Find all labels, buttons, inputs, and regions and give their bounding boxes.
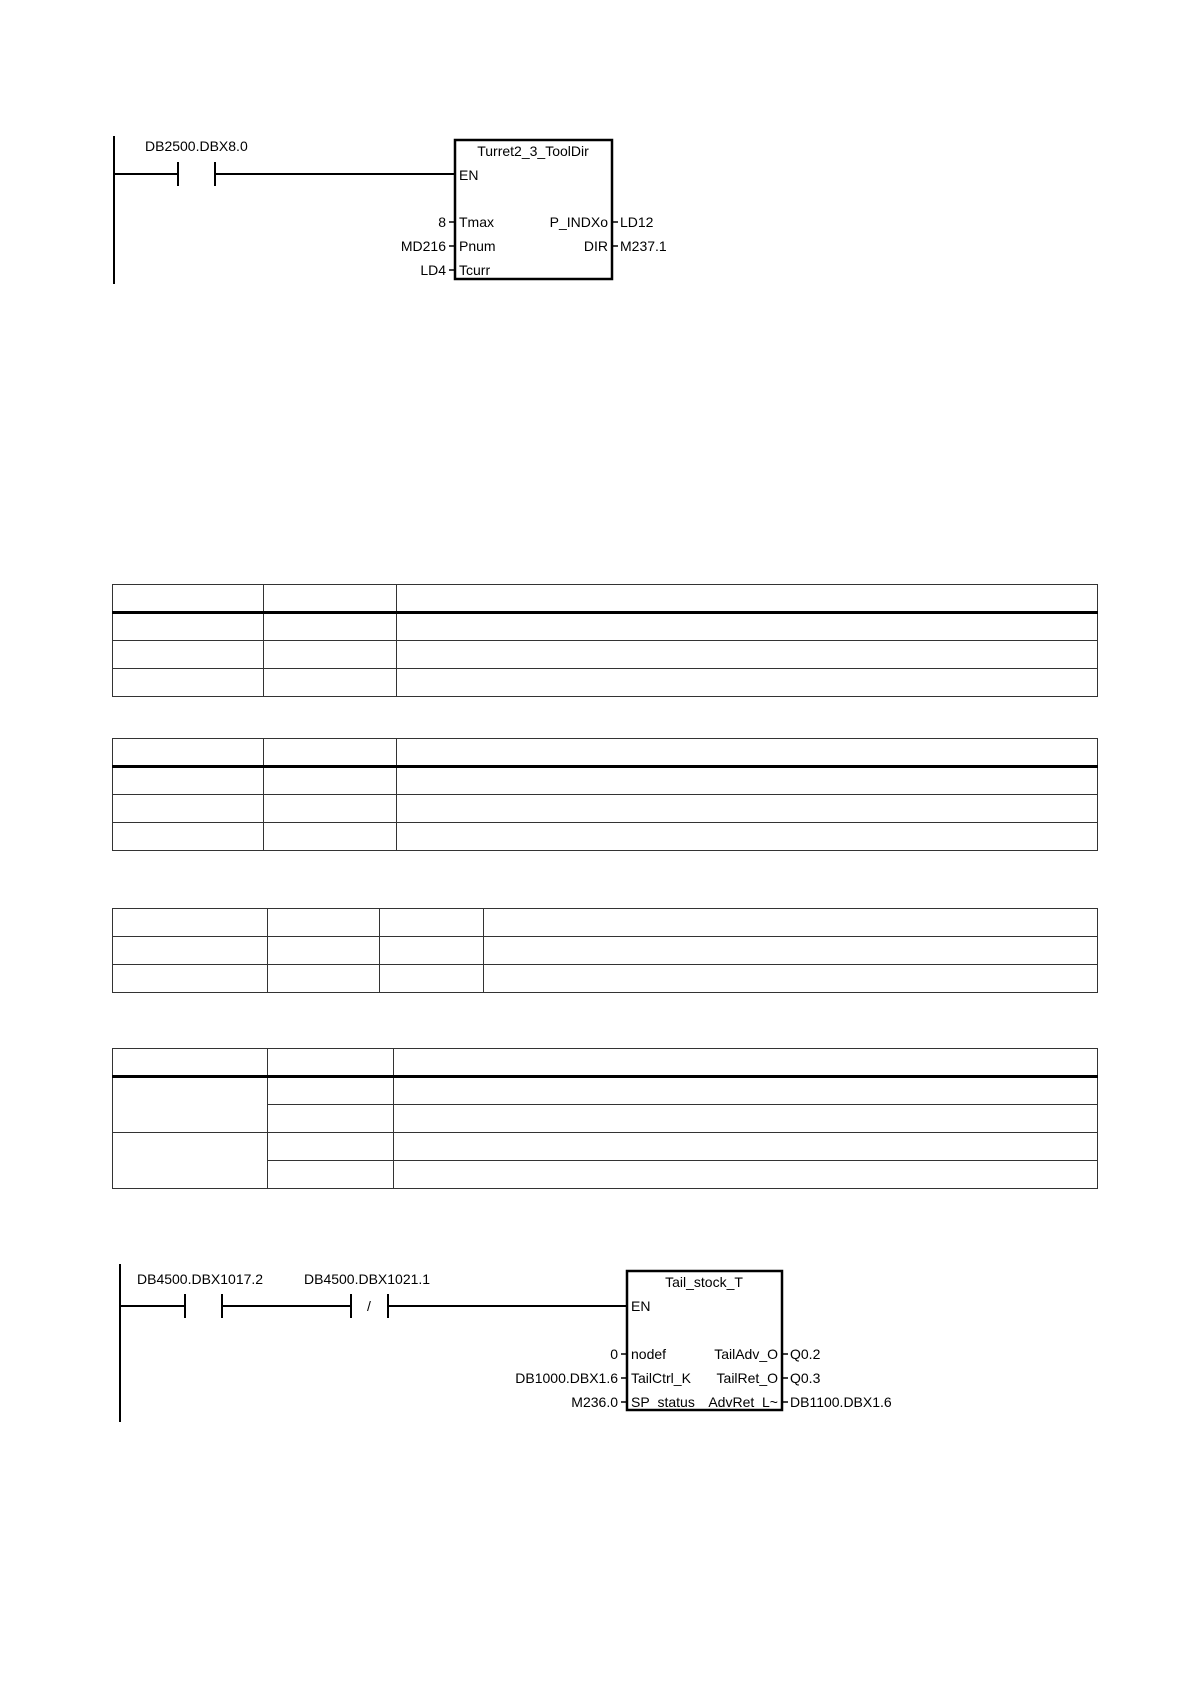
input-value: MD216 [400, 238, 446, 254]
table-row [113, 937, 1098, 965]
input-value: 8 [438, 214, 446, 230]
input-pin: SP_status [631, 1394, 695, 1410]
en-pin: EN [631, 1298, 651, 1314]
table-row [113, 641, 1098, 669]
input-pin: Tcurr [459, 262, 491, 278]
input-pin: Tmax [459, 214, 494, 230]
input-value: 0 [610, 1346, 618, 1362]
table-row [113, 909, 1098, 937]
input-value: DB1000.DBX1.6 [515, 1370, 618, 1386]
en-pin: EN [459, 167, 479, 183]
input-pin: nodef [631, 1346, 667, 1362]
output-value: M237.1 [620, 238, 667, 254]
input-value: M236.0 [571, 1394, 618, 1410]
table-row [113, 767, 1098, 795]
ladder-rung-2 [0, 1250, 1191, 1470]
table-row [113, 1077, 1098, 1105]
table-2 [112, 738, 1098, 851]
output-value: Q0.2 [790, 1346, 821, 1362]
output-pin: TailAdv_O [714, 1346, 778, 1362]
contact-label: DB4500.DBX1017.2 [137, 1271, 264, 1287]
table-row [113, 1133, 1098, 1161]
ladder-rung-1 [0, 120, 1191, 420]
table-row [113, 965, 1098, 993]
table-header-row [113, 739, 1098, 767]
table-row [113, 613, 1098, 641]
table-header-row [113, 585, 1098, 613]
negated-contact-symbol: / [367, 1298, 371, 1314]
table-row [113, 795, 1098, 823]
output-pin: AdvRet_L~ [708, 1394, 778, 1410]
output-value: Q0.3 [790, 1370, 821, 1386]
input-value: LD4 [420, 262, 446, 278]
input-pin: Pnum [459, 238, 496, 254]
output-value: DB1100.DBX1.6 [790, 1394, 892, 1410]
output-pin: TailRet_O [716, 1370, 778, 1386]
table-row [113, 823, 1098, 851]
output-pin: P_INDXo [549, 214, 608, 230]
table-3 [112, 908, 1098, 993]
block-title: Tail_stock_T [665, 1274, 743, 1290]
output-value: LD12 [620, 214, 654, 230]
table-4 [112, 1048, 1098, 1189]
table-row [113, 669, 1098, 697]
output-pin: DIR [583, 238, 608, 254]
table-header-row [113, 1049, 1098, 1077]
contact-label: DB4500.DBX1021.1 [304, 1271, 431, 1287]
input-pin: TailCtrl_K [631, 1370, 691, 1386]
contact-label: DB2500.DBX8.0 [145, 138, 248, 154]
function-block[interactable] [455, 140, 612, 279]
table-1 [112, 584, 1098, 697]
function-block[interactable] [627, 1271, 782, 1410]
block-title: Turret2_3_ToolDir [477, 143, 589, 159]
